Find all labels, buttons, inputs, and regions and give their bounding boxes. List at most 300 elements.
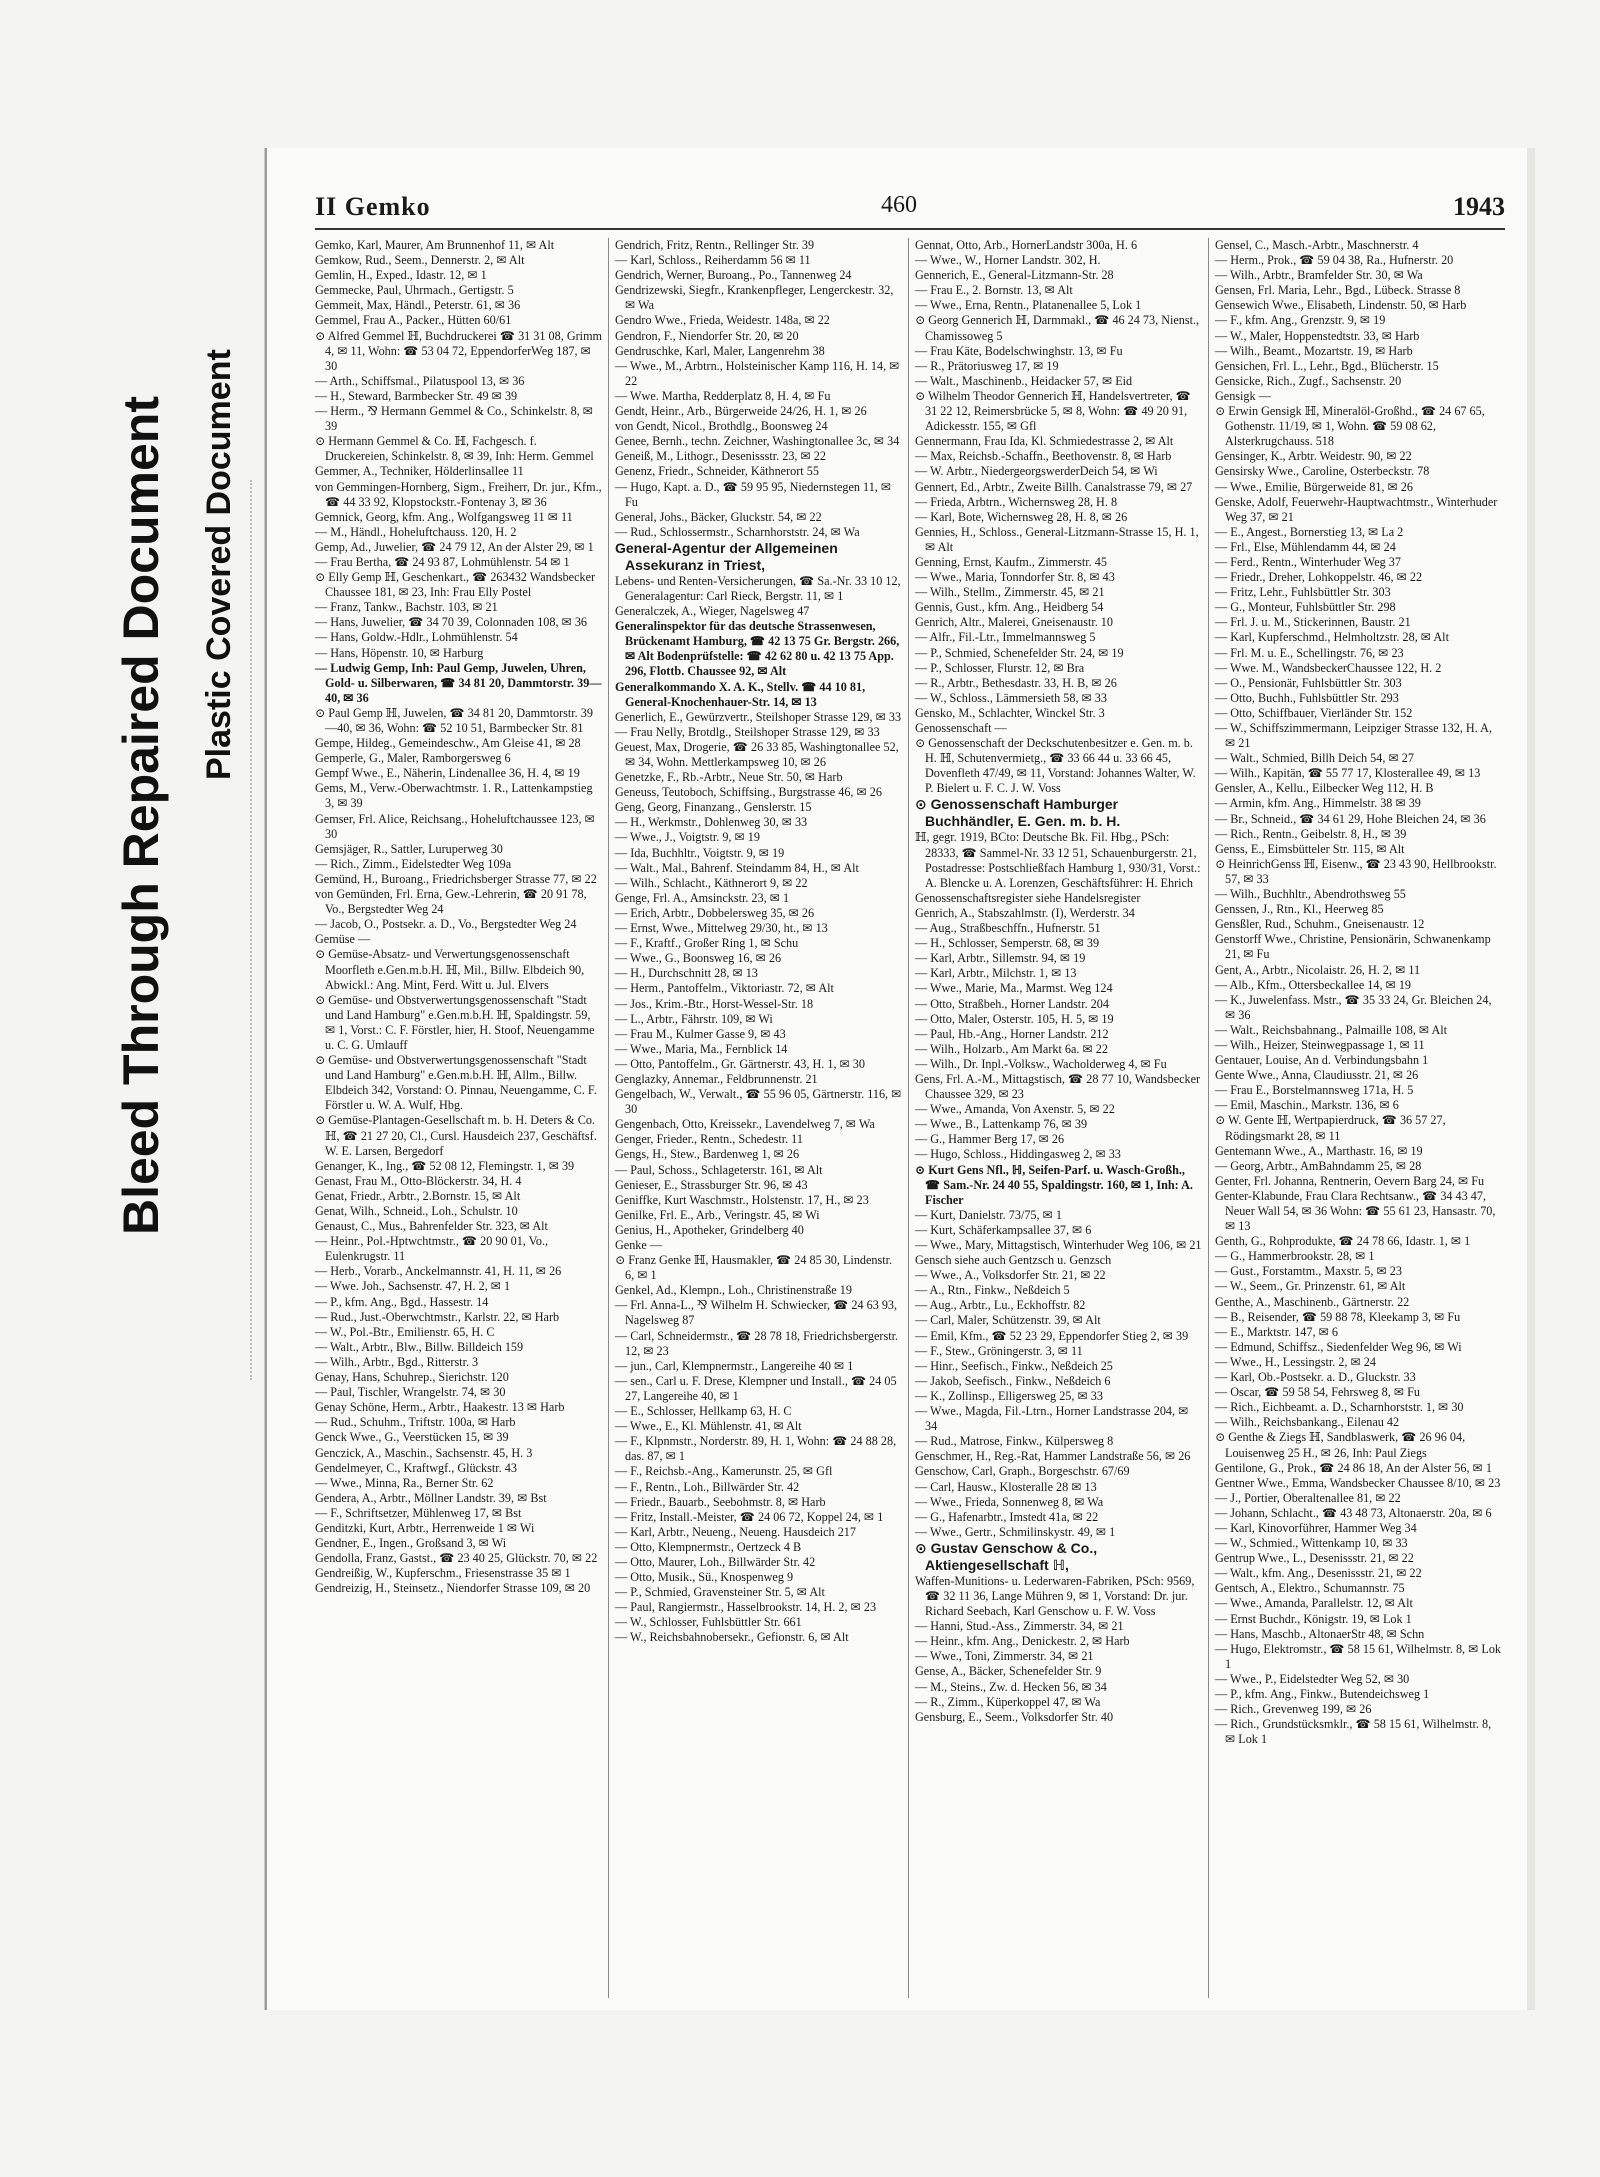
directory-entry: — Wwe., Mary, Mittagstisch, Winterhuder Weg 106, ✉ 21 bbox=[915, 1238, 1202, 1252]
directory-entry: — P., kfm. Ang., Bgd., Hassestr. 14 bbox=[315, 1294, 489, 1309]
directory-entry: — L., Arbtr., Fährstr. 109, ✉ Wi bbox=[615, 1011, 773, 1026]
directory-entry: ⊙ HeinrichGenss ℍ, Eisenw., ☎ 23 43 90, Hellbrookstr. 57, ✉ 33 bbox=[1215, 856, 1497, 886]
directory-entry: — Jakob, Seefisch., Finkw., Neßdeich 6 bbox=[915, 1373, 1111, 1388]
directory-entry: Gemmer, A., Techniker, Hölderlinsallee 11 bbox=[315, 464, 524, 479]
directory-entry: — W., Reichsbahnobersekr., Gefionstr. 6, ✉ Alt bbox=[615, 1630, 849, 1645]
directory-entry: Genrich, Altr., Malerei, Gneisenaustr. 10 bbox=[915, 615, 1113, 630]
directory-entry: Generlich, E., Gewürzvertr., Steilshoper Strasse 129, ✉ 33 bbox=[615, 709, 902, 724]
directory-entry: Gendreißig, W., Kupferschm., Friesenstrasse 35 ✉ 1 bbox=[315, 1566, 571, 1581]
directory-entry: Genat, Friedr., Arbtr., 2.Bornstr. 15, ✉ Alt bbox=[315, 1188, 521, 1203]
directory-entry: — Ernst Buchdr., Königstr. 19, ✉ Lok 1 bbox=[1215, 1611, 1412, 1626]
directory-entry: ⊙ Gemüse- und Obstverwertungsgenossenschaft "Stadt und Land Hamburg" e.Gen.m.b.H. ℍ, Allm., Billw. Elbdeich 342, Vorstand: O. Pinnau, Neuengamme, C. F. Förstler u. W. A. Wulf, Hbg. bbox=[315, 1053, 597, 1113]
directory-entry: — Wilh., Heizer, Steinwegpassage 1, ✉ 11 bbox=[1215, 1037, 1425, 1052]
directory-entry: — Otto, Maler, Osterstr. 105, H. 5, ✉ 19 bbox=[915, 1011, 1114, 1026]
directory-entry: Gemlin, H., Exped., Idastr. 12, ✉ 1 bbox=[315, 268, 487, 283]
directory-entry: — Gust., Forstamtm., Maxstr. 5, ✉ 23 bbox=[1215, 1264, 1402, 1279]
directory-entry: — Karl, Bote, Wichernsweg 28, H. 8, ✉ 26 bbox=[915, 509, 1128, 524]
directory-entry: ⊙ Franz Genke ℍ, Hausmakler, ☎ 24 85 30, Lindenstr. 6, ✉ 1 bbox=[615, 1253, 893, 1283]
directory-entry: — Wwe., G., Boonsweg 16, ✉ 26 bbox=[615, 951, 782, 966]
directory-entry: — Wilh., Holzarb., Am Markt 6a. ✉ 22 bbox=[915, 1041, 1108, 1056]
directory-entry: — F., Stew., Gröningerstr. 3, ✉ 11 bbox=[915, 1343, 1083, 1358]
directory-entry: — Ida, Buchhltr., Voigtstr. 9, ✉ 19 bbox=[615, 845, 785, 860]
directory-entry: — Ernst, Wwe., Mittelweg 29/30, ht., ✉ 13 bbox=[615, 921, 828, 936]
directory-entry: — K., Zollinsp., Elligersweg 25, ✉ 33 bbox=[915, 1388, 1103, 1403]
directory-entry: — sen., Carl u. F. Drese, Klempner und Install., ☎ 24 05 27, Langereihe 40, ✉ 1 bbox=[615, 1373, 897, 1403]
directory-entry: — G., Hammer Berg 17, ✉ 26 bbox=[915, 1132, 1065, 1147]
directory-entry: Gemnick, Georg, kfm. Ang., Wolfgangsweg 11 ✉ 11 bbox=[315, 509, 573, 524]
directory-entry: — H., Werkmstr., Dohlenweg 30, ✉ 33 bbox=[615, 815, 808, 830]
directory-entry: — Johann, Schlacht., ☎ 43 48 73, Altonaerstr. 20a, ✉ 6 bbox=[1215, 1505, 1492, 1520]
directory-entry: — Rud., Schlossermstr., Scharnhorststr. 24, ✉ Wa bbox=[615, 524, 860, 539]
directory-entry: Gengenbach, Otto, Kreissekr., Lavendelweg 7, ✉ Wa bbox=[615, 1117, 875, 1132]
directory-entry: — Otto, Klempnermstr., Oertzeck 4 B bbox=[615, 1539, 802, 1554]
page-number: 460 bbox=[881, 192, 917, 218]
directory-entry: — Edmund, Schiffsz., Siedenfelder Weg 96, ✉ Wi bbox=[1215, 1339, 1462, 1354]
directory-entry: Genstorff Wwe., Christine, Pensionärin, Schwanenkamp 21, ✉ Fu bbox=[1215, 932, 1491, 962]
directory-entry: Gennermann, Frau Ida, Kl. Schmiedestrasse 2, ✉ Alt bbox=[915, 434, 1174, 449]
directory-entry: Gengs, H., Stew., Bardenweg 1, ✉ 26 bbox=[615, 1147, 800, 1162]
directory-entry: — Rich., Zimm., Eidelstedter Weg 109a bbox=[315, 856, 512, 871]
directory-entry: Genschow, Carl, Graph., Borgeschstr. 67/69 bbox=[915, 1464, 1130, 1479]
directory-entry: Genter-Klabunde, Frau Clara Rechtsanw., ☎ 34 43 47, Neuer Wall 54, ✉ 36 Wohn: ☎ 55 61 23, Hansastr. 70, ✉ 13 bbox=[1215, 1188, 1496, 1234]
directory-entry: Gentilone, G., Prok., ☎ 24 86 18, An der Alster 56, ✉ 1 bbox=[1215, 1460, 1492, 1475]
directory-entry: — Walt., kfm. Ang., Desenissstr. 21, ✉ 22 bbox=[1215, 1566, 1422, 1581]
directory-entry: Genke — bbox=[615, 1238, 663, 1252]
directory-entry: — P., kfm. Ang., Finkw., Butendeichsweg 1 bbox=[1215, 1687, 1430, 1701]
directory-entry: Gempf Wwe., E., Näherin, Lindenallee 36, H. 4, ✉ 19 bbox=[315, 766, 580, 781]
directory-entry: — Wilh., Arbtr., Bramfelder Str. 30, ✉ Wa bbox=[1215, 268, 1423, 283]
directory-entry: Gemmecke, Paul, Uhrmach., Gertigstr. 5 bbox=[315, 283, 514, 298]
directory-entry: — Herm., ⅋ Hermann Gemmel & Co., Schinkelstr. 8, ✉ 39 bbox=[315, 404, 593, 434]
directory-entry: — Wwe., Erna, Rentn., Platanenallee 5, Lok 1 bbox=[915, 298, 1142, 313]
directory-entry: — Wilh., Beamt., Mozartstr. 19, ✉ Harb bbox=[1215, 343, 1413, 358]
directory-entry: Genee, Bernh., techn. Zeichner, Washingtonallee 3c, ✉ 34 bbox=[615, 434, 900, 449]
directory-entry: — F., Kraftf., Großer Ring 1, ✉ Schu bbox=[615, 936, 799, 951]
directory-entry: — Wwe., Magda, Fil.-Ltrn., Horner Landstrasse 204, ✉ 34 bbox=[915, 1404, 1189, 1434]
directory-entry: Gensburg, E., Seem., Volksdorfer Str. 40 bbox=[915, 1709, 1114, 1724]
directory-entry: — Otto, Pantoffelm., Gr. Gärtnerstr. 43, H. 1, ✉ 30 bbox=[615, 1056, 865, 1071]
directory-entry: ⊙ Gemüse-Absatz- und Verwertungsgenossenschaft Moorfleth e.Gen.m.b.H. ℍ, Mil., Billw. Elbdeich 90, Abwickl.: Ang. Mint, Ferd. Witt u. Jul. Elvers bbox=[315, 947, 585, 992]
directory-entry: — Frau Nelly, Brotdlg., Steilshoper Strasse 129, ✉ 33 bbox=[615, 724, 880, 739]
directory-entry: Genenz, Friedr., Schneider, Käthnerort 55 bbox=[615, 464, 819, 479]
directory-entry: — E., Angest., Bornerstieg 13, ✉ La 2 bbox=[1215, 524, 1404, 539]
directory-entry: General-Agentur der Allgemeinen Assekuranz in Triest, bbox=[615, 539, 838, 573]
directory-entry: — W., Schiffszimmermann, Leipziger Strasse 132, H. A, ✉ 21 bbox=[1215, 721, 1492, 751]
directory-entry: — Frl., Else, Mühlendamm 44, ✉ 24 bbox=[1215, 539, 1396, 554]
directory-entry: — Carl, Hausw., Klosteralle 28 ✉ 13 bbox=[915, 1479, 1097, 1494]
directory-entry: — Fritz, Lehr., Fuhlsbüttler Str. 303 bbox=[1215, 585, 1391, 600]
directory-entry: ⊙ Genossenschaft Hamburger Buchhändler, E. Gen. m. b. H. bbox=[915, 796, 1121, 830]
directory-entry: Gengelbach, W., Verwalt., ☎ 55 96 05, Gärtnerstr. 116, ✉ 30 bbox=[615, 1087, 902, 1117]
directory-entry: Gensler, A., Kellu., Eilbecker Weg 112, H. B bbox=[1215, 781, 1434, 796]
directory-entry: — Franz, Tankw., Bachstr. 103, ✉ 21 bbox=[315, 600, 498, 615]
directory-entry: — Kurt, Schäferkampsallee 37, ✉ 6 bbox=[915, 1222, 1092, 1237]
directory-entry: — Wwe., Maria, Tonndorfer Str. 8, ✉ 43 bbox=[915, 570, 1115, 585]
directory-entry: — Emil, Kfm., ☎ 52 23 29, Eppendorfer Stieg 2, ✉ 39 bbox=[915, 1328, 1189, 1343]
directory-entry: Genat, Wilh., Schneid., Loh., Schulstr. 10 bbox=[315, 1204, 518, 1218]
directory-entry: — Otto, Straßbeh., Horner Landstr. 204 bbox=[915, 996, 1109, 1011]
directory-entry: — Ludwig Gemp, Inh: Paul Gemp, Juwelen, Uhren, Gold- u. Silberwaren, ☎ 34 81 20, Dammtorstr. 39—40, ✉ 36 bbox=[315, 660, 602, 705]
directory-entry: — R., Zimm., Küperkoppel 47, ✉ Wa bbox=[915, 1694, 1101, 1709]
directory-entry: — Frau Käte, Bodelschwinghstr. 13, ✉ Fu bbox=[915, 343, 1123, 358]
directory-entry: Genglazky, Annemar., Feldbrunnenstr. 21 bbox=[615, 1071, 818, 1086]
directory-entry: — Karl, Kinovorführer, Hammer Weg 34 bbox=[1215, 1520, 1417, 1535]
binding-edge-marks bbox=[250, 480, 262, 1380]
directory-entry: Genss, E., Eimsbütteler Str. 115, ✉ Alt bbox=[1215, 841, 1405, 856]
directory-entry: — Carl, Maler, Schützenstr. 39, ✉ Alt bbox=[915, 1313, 1101, 1328]
directory-entry: — Kurt, Danielstr. 73/75, ✉ 1 bbox=[915, 1207, 1062, 1222]
directory-entry: — W. Arbtr., NiedergeorgswerderDeich 54, ✉ Wi bbox=[915, 464, 1158, 479]
directory-entry: Gennies, H., Schloss., General-Litzmann-Strasse 15, H. 1, ✉ Alt bbox=[915, 524, 1199, 554]
plastic-covered-label: Plastic Covered Document bbox=[200, 349, 238, 780]
directory-entry: — Wwe., Amanda, Parallelstr. 12, ✉ Alt bbox=[1215, 1596, 1413, 1611]
directory-entry: — J., Portier, Oberaltenallee 81, ✉ 22 bbox=[1215, 1490, 1401, 1505]
directory-entry: ⊙ Wilhelm Theodor Gennerich ℍ, Handelsvertreter, ☎ 31 22 12, Reimersbrücke 5, ✉ 8, Wohn: ☎ 49 20 91, Adickesstr. 155, ✉ Gfl bbox=[915, 388, 1191, 434]
directory-entry: Gemüse — bbox=[315, 932, 371, 947]
directory-entry: Geuest, Max, Drogerie, ☎ 26 33 85, Washingtonallee 52, ✉ 34, Wohn. Mettlerkampsweg 10, ✉ 26 bbox=[615, 739, 899, 769]
directory-entry: — Frau Bertha, ☎ 24 93 87, Lohmühlenstr. 54 ✉ 1 bbox=[315, 554, 570, 569]
directory-entry: ⊙ Gemüse-Plantagen-Gesellschaft m. b. H. Deters & Co. ℍ, ☎ 21 27 20, Cl., Cursl. Hausdeich 237, Geschäftsf. W. E. Larsen, Bergedorf bbox=[315, 1113, 597, 1158]
directory-entry: Gendrich, Werner, Buroang., Po., Tannenweg 24 bbox=[615, 268, 852, 283]
directory-entry: — Wilh., Arbtr., Bgd., Ritterstr. 3 bbox=[315, 1354, 479, 1369]
directory-entry: — F., Klpnmstr., Norderstr. 89, H. 1, Wohn: ☎ 24 88 28, das. 87, ✉ 1 bbox=[615, 1434, 897, 1464]
directory-entry: — Georg, Arbtr., AmBahndamm 25, ✉ 28 bbox=[1215, 1158, 1422, 1173]
directory-entry: — W., Maler, Hoppenstedtstr. 33, ✉ Harb bbox=[1215, 328, 1420, 343]
directory-entry: Gensinger, K., Arbtr. Weidestr. 90, ✉ 22 bbox=[1215, 449, 1412, 464]
directory-entry: — Hans, Juwelier, ☎ 34 70 39, Colonnaden 108, ✉ 36 bbox=[315, 615, 588, 630]
directory-entry: — Rud., Matrose, Finkw., Külpersweg 8 bbox=[915, 1434, 1114, 1449]
directory-entry: — Wwe., Gertr., Schmilinskystr. 49, ✉ 1 bbox=[915, 1524, 1116, 1539]
directory-entry: ⊙ Hermann Gemmel & Co. ℍ, Fachgesch. f. Druckereien, Schinkelstr. 8, ✉ 39, Inh: Herm. Gemmel bbox=[315, 434, 594, 464]
directory-entry: Gensel, C., Masch.-Arbtr., Maschnerstr. 4 bbox=[1215, 238, 1419, 252]
directory-entry: ℍ, gegr. 1919, BCto: Deutsche Bk. Fil. Hbg., PSch: 28333, ☎ Sammel-Nr. 33 12 51, Schauenburgerstr. 21, Postadresse: Postschließfach Hamburg 1, 930/31, Vorst.: A. Blencke u. A. Lorenzen, Geschäftsführer: H. Ehrich bbox=[915, 830, 1201, 890]
directory-entry: General, Johs., Bäcker, Gluckstr. 54, ✉ 22 bbox=[615, 509, 822, 524]
directory-entry: — Alfr., Fil.-Ltr., Immelmannsweg 5 bbox=[915, 630, 1096, 645]
directory-entry: Geng, Georg, Finanzang., Genslerstr. 15 bbox=[615, 800, 812, 815]
directory-entry: Gendreizig, H., Steinsetz., Niendorfer Strasse 109, ✉ 20 bbox=[315, 1581, 591, 1596]
directory-entry: — Hugo, Kapt. a. D., ☎ 59 95 95, Niedernstegen 11, ✉ Fu bbox=[615, 479, 892, 509]
directory-entry: — Wwe., B., Lattenkamp 76, ✉ 39 bbox=[915, 1117, 1088, 1132]
directory-entry: ⊙ W. Gente ℍ, Wertpapierdruck, ☎ 36 57 27, Rödingsmarkt 28, ✉ 11 bbox=[1215, 1113, 1446, 1143]
directory-entry: Gems, M., Verw.-Oberwachtmstr. 1. R., Lattenkampstieg 3, ✉ 39 bbox=[315, 781, 593, 811]
directory-entry: Geniffke, Kurt Waschmstr., Holstenstr. 17, H., ✉ 23 bbox=[615, 1192, 869, 1207]
directory-entry: — Frau E., Borstelmannsweg 171a, H. 5 bbox=[1215, 1083, 1414, 1098]
directory-entry: — Otto, Musik., Sü., Knospenweg 9 bbox=[615, 1570, 794, 1585]
directory-entry: — Arth., Schiffsmal., Pilatuspool 13, ✉ 36 bbox=[315, 373, 525, 388]
directory-entry: ⊙ Genossenschaft der Deckschutenbesitzer e. Gen. m. b. H. ℍ, Schutenvermietg., ☎ 33 66 44 u. 33 66 45, Dovenfleth 47/49, ✉ 11, Vorstand: Johannes Walter, W. P. Bielert u. F. C. J. W. Voss bbox=[915, 736, 1196, 796]
directory-entry: — Rich., Eichbeamt. a. D., Scharnhorststr. 1, ✉ 30 bbox=[1215, 1400, 1464, 1415]
directory-entry: — H., Durchschnitt 28, ✉ 13 bbox=[615, 966, 758, 981]
directory-entry: Genast, Frau M., Otto-Blöckerstr. 34, H. 4 bbox=[315, 1173, 522, 1188]
directory-entry: — B., Reisender, ☎ 59 88 78, Kleekamp 3, ✉ Fu bbox=[1215, 1309, 1461, 1324]
directory-entry: ⊙ Genthe & Ziegs ℍ, Sandblaswerk, ☎ 26 96 04, Louisenweg 25 H., ✉ 26, Inh: Paul Ziegs bbox=[1215, 1430, 1466, 1460]
directory-entry: Geneiß, M., Lithogr., Desenissstr. 23, ✉ 22 bbox=[615, 449, 826, 464]
directory-entry: — Paul, Rangiermstr., Hasselbrookstr. 14, H. 2, ✉ 23 bbox=[615, 1600, 877, 1615]
directory-entry: Gemperle, G., Maler, Ramborgersweg 6 bbox=[315, 751, 511, 766]
directory-entry: — Rud., Schuhm., Triftstr. 100a, ✉ Harb bbox=[315, 1415, 516, 1430]
directory-entry: — Walt., Mal., Bahrenf. Steindamm 84, H., ✉ Alt bbox=[615, 860, 859, 875]
column-divider bbox=[1208, 238, 1209, 1998]
directory-entry: — Walt., Schmied, Billh Deich 54, ✉ 27 bbox=[1215, 751, 1414, 766]
directory-entry: Gent, A., Arbtr., Nicolaistr. 26, H. 2, ✉ 11 bbox=[1215, 962, 1421, 977]
directory-entry: — Hanni, Stud.-Ass., Zimmerstr. 34, ✉ 21 bbox=[915, 1619, 1124, 1634]
directory-entry: Gemmeit, Max, Händl., Peterstr. 61, ✉ 36 bbox=[315, 298, 521, 313]
directory-entry: — Rich., Rentn., Geibelstr. 8, H., ✉ 39 bbox=[1215, 826, 1407, 841]
directory-entry: — Wilh., Reichsbankang., Eilenau 42 bbox=[1215, 1415, 1400, 1430]
directory-entry: Gentsch, A., Elektro., Schumannstr. 75 bbox=[1215, 1581, 1405, 1596]
directory-entry: — E., Marktstr. 147, ✉ 6 bbox=[1215, 1324, 1338, 1339]
directory-entry: Genczick, A., Maschin., Sachsenstr. 45, H. 3 bbox=[315, 1445, 533, 1460]
directory-entry: Genossenschaft — bbox=[915, 721, 1007, 735]
directory-entry: Gensicke, Rich., Zugf., Sachsenstr. 20 bbox=[1215, 373, 1402, 388]
directory-entry: — Aug., Arbtr., Lu., Eckhoffstr. 82 bbox=[915, 1298, 1086, 1313]
directory-entry: — Wwe., J., Voigtstr. 9, ✉ 19 bbox=[615, 830, 760, 845]
directory-entry: Genning, Ernst, Kaufm., Zimmerstr. 45 bbox=[915, 554, 1107, 569]
directory-entry: — H., Steward, Barmbecker Str. 49 ✉ 39 bbox=[315, 388, 518, 403]
directory-entry: — K., Juwelenfass. Mstr., ☎ 35 33 24, Gr. Bleichen 24, ✉ 36 bbox=[1215, 992, 1492, 1022]
directory-entry: Gentner Wwe., Emma, Wandsbecker Chaussee 8/10, ✉ 23 bbox=[1215, 1475, 1501, 1490]
directory-entry: — Hans, Maschb., AltonaerStr 48, ✉ Schn bbox=[1215, 1626, 1425, 1641]
directory-entry: — W., Seem., Gr. Prinzenstr. 61, ✉ Alt bbox=[1215, 1279, 1406, 1294]
directory-entry: Generalkommando X. A. K., Stellv. ☎ 44 10 81, General-Knochenhauer-Str. 14, ✉ 13 bbox=[615, 679, 866, 709]
directory-entry: — Erich, Arbtr., Dobbelersweg 35, ✉ 26 bbox=[615, 905, 815, 920]
directory-entry: Genck Wwe., G., Veerstücken 15, ✉ 39 bbox=[315, 1430, 509, 1445]
directory-entry: Gemmel, Frau A., Packer., Hütten 60/61 bbox=[315, 313, 512, 328]
directory-entry: — Fritz, Install.-Meister, ☎ 24 06 72, Koppel 24, ✉ 1 bbox=[615, 1509, 884, 1524]
directory-entry: — Ferd., Rentn., Winterhuder Weg 37 bbox=[1215, 554, 1401, 569]
directory-entry: Gensigk — bbox=[1215, 388, 1271, 403]
directory-entry: — Heinr., Pol.-Hptwchtmstr., ☎ 20 90 01, Vo., Eulenkrugstr. 11 bbox=[315, 1234, 549, 1264]
directory-entry: — Wwe. Martha, Redderplatz 8, H. 4, ✉ Fu bbox=[615, 388, 831, 403]
directory-entry: Gentemann Wwe., A., Marthastr. 16, ✉ 19 bbox=[1215, 1143, 1423, 1158]
directory-entry: Gensko, M., Schlachter, Winckel Str. 3 bbox=[915, 705, 1105, 720]
directory-entry: Gempe, Hildeg., Gemeindeschw., Am Gleise 41, ✉ 28 bbox=[315, 736, 581, 751]
directory-entry: Gemünd, H., Buroang., Friedrichsberger Strasse 77, ✉ 22 bbox=[315, 871, 597, 886]
directory-entry: — Karl, Ob.-Postsekr. a. D., Gluckstr. 33 bbox=[1215, 1370, 1416, 1385]
directory-entry: Gendrizewski, Siegfr., Krankenpfleger, Lengerckestr. 32, ✉ Wa bbox=[615, 283, 894, 313]
directory-entry: Gennert, Ed., Arbtr., Zweite Billh. Canalstrasse 79, ✉ 27 bbox=[915, 479, 1193, 494]
directory-entry: — W., Schlosser, Fuhlsbüttler Str. 661 bbox=[615, 1615, 802, 1630]
directory-entry: — G., Hammerbrookstr. 28, ✉ 1 bbox=[1215, 1249, 1375, 1264]
directory-entry: — Frau E., 2. Bornstr. 13, ✉ Alt bbox=[915, 283, 1073, 298]
directory-entry: — Frl. Anna-L., ⅋ Wilhelm H. Schwiecker, ☎ 24 63 93, Nagelsweg 87 bbox=[615, 1298, 898, 1328]
directory-entry: Genieser, E., Strassburger Str. 96, ✉ 43 bbox=[615, 1177, 808, 1192]
directory-entry: Genius, H., Apotheker, Grindelberg 40 bbox=[615, 1222, 804, 1237]
directory-entry: — Alb., Kfm., Ottersbeckallee 14, ✉ 19 bbox=[1215, 977, 1412, 992]
column-1 bbox=[315, 238, 603, 1596]
directory-entry: — P., Schlosser, Flurstr. 12, ✉ Bra bbox=[915, 660, 1085, 675]
column-2 bbox=[615, 238, 903, 1646]
directory-entry: Gendron, F., Niendorfer Str. 20, ✉ 20 bbox=[615, 328, 799, 343]
directory-entry: Gemser, Frl. Alice, Reichsang., Hoheluftchaussee 123, ✉ 30 bbox=[315, 811, 595, 841]
directory-entry: Gendt, Heinr., Arb., Bürgerweide 24/26, H. 1, ✉ 26 bbox=[615, 404, 867, 419]
directory-entry: — Herb., Vorarb., Anckelmannstr. 41, H. 11, ✉ 26 bbox=[315, 1264, 562, 1279]
directory-entry: Gentauer, Louise, An d. Verbindungsbahn 1 bbox=[1215, 1053, 1429, 1068]
directory-entry: von Gemünden, Frl. Erna, Gew.-Lehrerin, ☎ 20 91 78, Vo., Bergstedter Weg 24 bbox=[315, 887, 587, 917]
directory-entry: — F., Schriftsetzer, Mühlenweg 17, ✉ Bst bbox=[315, 1505, 522, 1520]
directory-entry: Gensen, Frl. Maria, Lehr., Bgd., Lübeck. Strasse 8 bbox=[1215, 283, 1461, 298]
directory-entry: Genske, Adolf, Feuerwehr-Hauptwachtmstr., Winterhuder Weg 37, ✉ 21 bbox=[1215, 494, 1498, 524]
directory-entry: Gensewich Wwe., Elisabeth, Lindenstr. 50, ✉ Harb bbox=[1215, 298, 1467, 313]
directory-entry: Genilke, Frl. E., Arb., Veringstr. 45, ✉ Wi bbox=[615, 1207, 820, 1222]
directory-entry: Gentrup Wwe., L., Desenissstr. 21, ✉ 22 bbox=[1215, 1551, 1414, 1566]
directory-entry: Gensirsky Wwe., Caroline, Osterbeckstr. 78 bbox=[1215, 464, 1430, 479]
directory-entry: Genossenschaftsregister siehe Handelsregister bbox=[915, 890, 1141, 905]
directory-entry: — Wwe., A., Volksdorfer Str. 21, ✉ 22 bbox=[915, 1268, 1106, 1283]
directory-entry: — Hugo, Elektromstr., ☎ 58 15 61, Wilhelmstr. 8, ✉ Lok 1 bbox=[1215, 1641, 1502, 1671]
directory-entry: Genay Schöne, Herm., Arbtr., Haakestr. 13 ✉ Harb bbox=[315, 1400, 565, 1415]
directory-entry: — Emil, Maschin., Markstr. 136, ✉ 6 bbox=[1215, 1098, 1399, 1113]
directory-entry: Genkel, Ad., Klempn., Loh., Christinenstraße 19 bbox=[615, 1283, 852, 1298]
directory-entry: — Wwe., E., Kl. Mühlenstr. 41, ✉ Alt bbox=[615, 1419, 802, 1434]
directory-entry: — O., Pensionär, Fuhlsbüttler Str. 303 bbox=[1215, 675, 1402, 690]
directory-entry: — Herm., Prok., ☎ 59 04 38, Ra., Hufnerstr. 20 bbox=[1215, 253, 1454, 268]
directory-entry: — Rich., Grundstücksmklr., ☎ 58 15 61, Wilhelmstr. 8, ✉ Lok 1 bbox=[1215, 1717, 1492, 1747]
directory-entry: — Heinr., kfm. Ang., Denickestr. 2, ✉ Harb bbox=[915, 1634, 1130, 1649]
directory-entry: — Wwe. M., WandsbeckerChaussee 122, H. 2 bbox=[1215, 660, 1442, 675]
directory-entry: — Wwe., Marie, Ma., Marmst. Weg 124 bbox=[915, 981, 1113, 996]
directory-entry: — Rud., Just.-Oberwchtmstr., Karlstr. 22, ✉ Harb bbox=[315, 1309, 560, 1324]
page-header-left: II Gemko bbox=[315, 192, 431, 221]
directory-entry: — F., kfm. Ang., Grenzstr. 9, ✉ 19 bbox=[1215, 313, 1386, 328]
directory-entry: Genter, Frl. Johanna, Rentnerin, Oevern Barg 24, ✉ Fu bbox=[1215, 1173, 1485, 1188]
directory-entry: — Armin, kfm. Ang., Himmelstr. 38 ✉ 39 bbox=[1215, 796, 1421, 811]
directory-entry: — Friedr., Dreher, Lohkoppelstr. 46, ✉ 22 bbox=[1215, 570, 1423, 585]
directory-entry: — Karl, Arbtr., Neueng., Neueng. Hausdeich 217 bbox=[615, 1524, 856, 1539]
directory-entry: — Paul, Schoss., Schlageterstr. 161, ✉ Alt bbox=[615, 1162, 823, 1177]
directory-entry: — Wwe., Emilie, Bürgerweide 81, ✉ 26 bbox=[1215, 479, 1413, 494]
directory-entry: — H., Schlosser, Semperstr. 68, ✉ 39 bbox=[915, 936, 1100, 951]
directory-entry: Gennat, Otto, Arb., HornerLandstr 300a, H. 6 bbox=[915, 238, 1138, 252]
directory-entry: — Wilh., Stellm., Zimmerstr. 45, ✉ 21 bbox=[915, 585, 1105, 600]
directory-entry: — Hans, Goldw.-Hdlr., Lohmühlenstr. 54 bbox=[315, 630, 518, 645]
directory-entry: Genaust, C., Mus., Bahrenfelder Str. 323, ✉ Alt bbox=[315, 1219, 548, 1234]
directory-entry: Gemp, Ad., Juwelier, ☎ 24 79 12, An der Alster 29, ✉ 1 bbox=[315, 539, 594, 554]
directory-entry: — W., Schmied., Wittenkamp 10, ✉ 33 bbox=[1215, 1536, 1408, 1551]
directory-entry: — Wwe., Maria, Ma., Fernblick 14 bbox=[615, 1041, 788, 1056]
directory-entry: — Karl, Kupferschmd., Helmholtzstr. 28, ✉ Alt bbox=[1215, 630, 1449, 645]
directory-entry: — Jacob, O., Postsekr. a. D., Vo., Bergstedter Weg 24 bbox=[315, 917, 577, 932]
directory-entry: Generalczek, A., Wieger, Nagelsweg 47 bbox=[615, 604, 810, 619]
bleed-through-label: Bleed Through Repaired Document bbox=[113, 396, 169, 1235]
directory-entry: — Max, Reichsb.-Schaffn., Beethovenstr. 8, ✉ Harb bbox=[915, 449, 1172, 464]
directory-entry: — Wwe., Minna, Ra., Berner Str. 62 bbox=[315, 1475, 494, 1490]
directory-entry: — Frau M., Kulmer Gasse 9, ✉ 43 bbox=[615, 1026, 786, 1041]
directory-entry: — Aug., Straßbeschffn., Hufnerstr. 51 bbox=[915, 921, 1101, 936]
directory-entry: — Wilh., Dr. Inpl.-Volksw., Wacholderweg 4, ✉ Fu bbox=[915, 1056, 1167, 1071]
directory-entry: — W., Pol.-Btr., Emilienstr. 65, H. C bbox=[315, 1324, 495, 1339]
directory-entry: — Wwe., Frieda, Sonnenweg 8, ✉ Wa bbox=[915, 1494, 1104, 1509]
directory-entry: — Wwe. Joh., Sachsenstr. 47, H. 2, ✉ 1 bbox=[315, 1279, 511, 1294]
directory-entry: — P., Schmied, Gravensteiner Str. 5, ✉ Alt bbox=[615, 1585, 825, 1600]
directory-entry: — Wilh., Schlacht., Käthnerort 9, ✉ 22 bbox=[615, 875, 808, 890]
directory-entry: — Wwe., Amanda, Von Axenstr. 5, ✉ 22 bbox=[915, 1102, 1115, 1117]
directory-entry: — Otto, Buchh., Fuhlsbüttler Str. 293 bbox=[1215, 690, 1399, 705]
directory-entry: Gendelmeyer, C., Kraftwgf., Glückstr. 43 bbox=[315, 1460, 517, 1475]
directory-entry: Genschmer, H., Reg.-Rat, Hammer Landstraße 56, ✉ 26 bbox=[915, 1449, 1191, 1464]
header-rule bbox=[315, 228, 1505, 230]
directory-entry: — G., Monteur, Fuhlsbüttler Str. 298 bbox=[1215, 600, 1396, 615]
directory-entry: Gense, A., Bäcker, Schenefelder Str. 9 bbox=[915, 1664, 1102, 1679]
directory-entry: — G., Hafenarbtr., Imstedt 41a, ✉ 22 bbox=[915, 1509, 1099, 1524]
directory-entry: Genrich, A., Stabszahlmstr. (I), Werderstr. 34 bbox=[915, 905, 1135, 920]
directory-entry: ⊙ Elly Gemp ℍ, Geschenkart., ☎ 263432 Wandsbecker Chaussee 181, ✉ 23, Inh: Frau Elly Postel bbox=[315, 570, 596, 600]
directory-entry: — Otto, Schiffbauer, Vierländer Str. 152 bbox=[1215, 705, 1413, 720]
directory-entry: Genge, Frl. A., Amsinckstr. 23, ✉ 1 bbox=[615, 890, 790, 905]
directory-entry: Gendolla, Franz, Gastst., ☎ 23 40 25, Glückstr. 70, ✉ 22 bbox=[315, 1551, 598, 1566]
directory-entry: Gensch siehe auch Gentzsch u. Genzsch bbox=[915, 1253, 1112, 1268]
directory-entry: — Jos., Krim.-Btr., Horst-Wessel-Str. 18 bbox=[615, 996, 814, 1011]
directory-entry: Genay, Hans, Schuhrep., Sierichstr. 120 bbox=[315, 1370, 509, 1385]
page-edge bbox=[1527, 148, 1535, 2010]
directory-entry: — W., Schloss., Lämmersieth 58, ✉ 33 bbox=[915, 690, 1107, 705]
directory-entry: — Wilh., Kapitän, ☎ 55 77 17, Klosterallee 49, ✉ 13 bbox=[1215, 766, 1481, 781]
column-divider bbox=[908, 238, 909, 1998]
directory-entry: Gens, Frl. A.-M., Mittagstisch, ☎ 28 77 10, Wandsbecker Chaussee 329, ✉ 23 bbox=[915, 1071, 1201, 1102]
directory-entry: — Hinr., Seefisch., Finkw., Neßdeich 25 bbox=[915, 1358, 1113, 1373]
directory-entry: Genthe, A., Maschinenb., Gärtnerstr. 22 bbox=[1215, 1294, 1410, 1309]
directory-entry: Gendruschke, Karl, Maler, Langenrehm 38 bbox=[615, 343, 825, 358]
directory-entry: — Wwe., P., Eidelstedter Weg 52, ✉ 30 bbox=[1215, 1671, 1410, 1686]
directory-entry: — Hans, Höpenstr. 10, ✉ Harburg bbox=[315, 645, 484, 660]
directory-entry: Genditzki, Kurt, Arbtr., Herrenweide 1 ✉ Wi bbox=[315, 1520, 535, 1535]
directory-entry: — Wwe., H., Lessingstr. 2, ✉ 24 bbox=[1215, 1354, 1376, 1369]
directory-entry: — Frieda, Arbtrn., Wichernsweg 28, H. 8 bbox=[915, 494, 1118, 509]
directory-entry: — Karl, Schloss., Reiherdamm 56 ✉ 11 bbox=[615, 253, 811, 268]
directory-entry: — Wwe., M., Arbtrn., Holsteinischer Kamp 116, H. 14, ✉ 22 bbox=[615, 358, 900, 388]
directory-entry: Gennerich, E., General-Litzmann-Str. 28 bbox=[915, 268, 1114, 283]
directory-entry: Genger, Frieder., Rentn., Schedestr. 11 bbox=[615, 1132, 803, 1147]
directory-entry: Genanger, K., Ing., ☎ 52 08 12, Flemingstr. 1, ✉ 39 bbox=[315, 1158, 575, 1173]
directory-entry: — Herm., Pantoffelm., Viktoriastr. 72, ✉ Alt bbox=[615, 981, 834, 996]
directory-entry: Geneuss, Teutoboch, Schiffsing., Burgstrasse 46, ✉ 26 bbox=[615, 785, 882, 800]
directory-entry: — F., Reichsb.-Ang., Kamerunstr. 25, ✉ Gfl bbox=[615, 1464, 833, 1479]
directory-entry: ⊙ Kurt Gens Nfl., ℍ, Seifen-Parf. u. Wasch-Großh., ☎ Sam.-Nr. 24 40 55, Spaldingstr. 160, ✉ 1, Inh: A. Fischer bbox=[915, 1162, 1193, 1207]
directory-entry: — Hugo, Schloss., Hiddingasweg 2, ✉ 33 bbox=[915, 1147, 1121, 1162]
directory-entry: Lebens- und Renten-Versicherungen, ☎ Sa.-Nr. 33 10 12, Generalagentur: Carl Rieck, Bergstr. 11, ✉ 1 bbox=[615, 573, 901, 603]
directory-entry: Gendrich, Fritz, Rentn., Rellinger Str. 39 bbox=[615, 238, 815, 252]
directory-entry: — Frl. M. u. E., Schellingstr. 76, ✉ 23 bbox=[1215, 645, 1404, 660]
directory-entry: — Walt., Maschinenb., Heidacker 57, ✉ Eid bbox=[915, 373, 1133, 388]
directory-entry: — Frl. J. u. M., Stickerinnen, Baustr. 21 bbox=[1215, 615, 1411, 630]
directory-entry: — Rich., Grevenweg 199, ✉ 26 bbox=[1215, 1702, 1372, 1717]
directory-entry: — Wilh., Buchhltr., Abendrothsweg 55 bbox=[1215, 887, 1406, 902]
directory-entry: — Walt., Reichsbahnang., Palmaille 108, ✉ Alt bbox=[1215, 1022, 1448, 1037]
directory-entry: — Friedr., Bauarb., Seebohmstr. 8, ✉ Harb bbox=[615, 1494, 826, 1509]
directory-entry: — P., Schmied, Schenefelder Str. 24, ✉ 19 bbox=[915, 645, 1124, 660]
directory-entry: Waffen-Munitions- u. Lederwaren-Fabriken, PSch: 9569, ☎ 32 11 36, Lange Mühren 9, ✉ 1, Vorstand: Dr. jur. Richard Seebach, Karl Genschow u. F. W. Voss bbox=[915, 1573, 1195, 1619]
directory-entry: — Oscar, ☎ 59 58 54, Fehrsweg 8, ✉ Fu bbox=[1215, 1385, 1420, 1400]
directory-entry: — F., Rentn., Loh., Billwärder Str. 42 bbox=[615, 1479, 800, 1494]
directory-entry: — Karl, Arbtr., Milchstr. 1, ✉ 13 bbox=[915, 966, 1077, 981]
directory-entry: — E., Schlosser, Hellkamp 63, H. C bbox=[615, 1404, 792, 1419]
directory-entry: Gensßler, Rud., Schuhm., Gneisenaustr. 12 bbox=[1215, 917, 1425, 932]
directory-page bbox=[265, 148, 1529, 2010]
directory-entry: — A., Rtn., Finkw., Neßdeich 5 bbox=[915, 1283, 1070, 1298]
column-divider bbox=[608, 238, 609, 1998]
page-header bbox=[315, 192, 1505, 222]
directory-entry: Gemsjäger, R., Sattler, Luruperweg 30 bbox=[315, 841, 503, 856]
directory-entry: von Gendt, Nicol., Brothdlg., Boonsweg 24 bbox=[615, 419, 828, 434]
directory-entry: — Wwe., W., Horner Landstr. 302, H. bbox=[915, 253, 1101, 268]
directory-entry: von Gemmingen-Hornberg, Sigm., Freiherr, Dr. jur., Kfm., ☎ 44 33 92, Klopstockstr.-Fontenay 3, ✉ 36 bbox=[315, 479, 602, 509]
directory-entry: — R., Arbtr., Bethesdastr. 33, H. B, ✉ 26 bbox=[915, 675, 1117, 690]
directory-entry: — Paul, Hb.-Ang., Horner Landstr. 212 bbox=[915, 1026, 1109, 1041]
directory-entry: — Karl, Arbtr., Sillemstr. 94, ✉ 19 bbox=[915, 951, 1086, 966]
directory-entry: — M., Steins., Zw. d. Hecken 56, ✉ 34 bbox=[915, 1679, 1107, 1694]
directory-entry: — Wwe., Toni, Zimmerstr. 34, ✉ 21 bbox=[915, 1649, 1094, 1664]
directory-entry: Gendner, E., Ingen., Großsand 3, ✉ Wi bbox=[315, 1536, 507, 1551]
